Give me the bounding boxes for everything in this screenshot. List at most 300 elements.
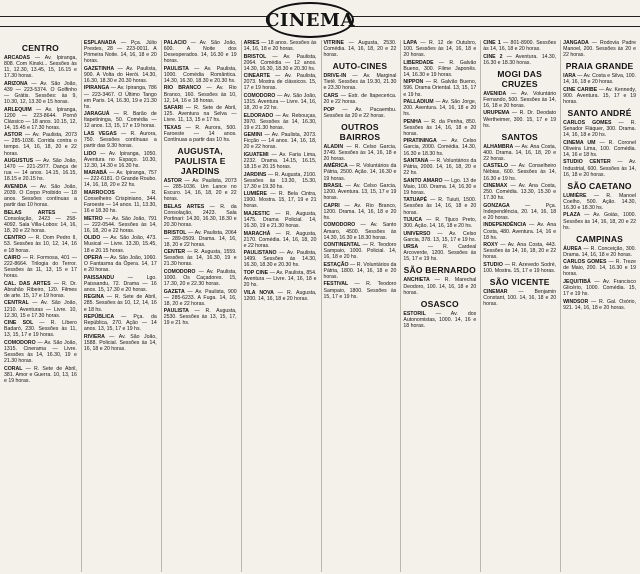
listing-details: — R. Barão de Itapetininga, 50. Comédia — 12 anos. 13, 15, 17 e 19 horas. bbox=[83, 111, 157, 130]
cinema-listing bbox=[483, 91, 556, 109]
cinema-name: ÁRIES bbox=[243, 40, 262, 46]
cinema-listing bbox=[244, 250, 317, 268]
listing-details: — Aventura. 14.30, 16.30 e 18.30 horas. bbox=[483, 53, 557, 66]
cinema-listing bbox=[244, 54, 317, 72]
cinema-listing bbox=[4, 210, 77, 234]
cinema-listing bbox=[164, 308, 237, 326]
listing-details: — Augusta, 2530. Comédia. 14, 16, 18, 20 e 22 horas. bbox=[323, 40, 397, 59]
listing-details: — Av. Santo Amaro, 4500. Sessões às 14.30, 16.30 e 18.30 horas. bbox=[323, 222, 397, 241]
listing-details: — Av. Ana Costa, 250. Comédia. 13.30, 15.30 e 17.30 hs. bbox=[483, 183, 557, 202]
cinema-listing bbox=[563, 73, 636, 85]
listing-details: — Av. Faria Lima, 2232. Drama. 14.15, 16.15, 18.15 e 20.15 horas. bbox=[243, 151, 317, 171]
cinema-listing bbox=[4, 81, 77, 105]
cinema-listing bbox=[164, 269, 237, 287]
listing-details: — R. Voluntários da Pátria, 1800. 14, 16, 18 e 20 horas. bbox=[323, 261, 397, 280]
listing-details: — Av. Paulista, 1000. Os Caçadores. 15, 17.30, 20 e 22.30 horas. bbox=[163, 268, 237, 288]
cinema-name: CASTELO bbox=[483, 163, 511, 170]
cinema-name: COMODORO bbox=[323, 222, 361, 229]
listing-details: — Av. Marginal Tietê. Sessões às 19.30, 21.30 e 23.30 horas. bbox=[323, 73, 397, 92]
listing-details: — R. Aurora, 500. Faroeste — 14 anos. Contínuas a partir das 10 hs. bbox=[163, 124, 237, 143]
cinema-listing bbox=[164, 85, 237, 103]
cinema-name: JEQUITIBÁ bbox=[563, 278, 595, 285]
cinema-name: CENTRO bbox=[4, 235, 29, 242]
cinema-name: ÁUREA bbox=[563, 245, 584, 252]
listing-details: — R. Senador Fláquer, 300. Drama. 14, 16, 18 e 20 hs. bbox=[563, 120, 636, 139]
cinema-listing bbox=[4, 132, 77, 156]
cinema-listing bbox=[324, 93, 397, 105]
cinema-name: PALLADIUM bbox=[403, 99, 436, 106]
listing-details: — Av. Goiás, 1000. Sessões às 14, 16, 18, 20 e 22 hs. bbox=[563, 212, 636, 231]
cinema-name: CINEMAR bbox=[483, 288, 519, 295]
cinema-listing bbox=[403, 217, 476, 229]
listing-details: — Av. Paulista, 2073 — 285-1036. Corrida contra o tempo. 14, 16, 18, 20 e 22 horas. bbox=[4, 132, 77, 157]
listing-details: — R. Azevedo Sodré, 100. Mostra. 15, 17 e 19 horas. bbox=[483, 261, 557, 274]
cinema-name: LAPA bbox=[403, 40, 421, 46]
listing-details: — R. Dr. Abrahão Ribeiro, 120. Filmes de arte. 15, 17 e 19 horas. bbox=[4, 280, 77, 299]
cinema-name: COMODORO bbox=[163, 268, 199, 275]
section-heading: SÃO BERNARDO bbox=[403, 265, 476, 276]
cinema-listing bbox=[4, 107, 77, 131]
cinema-name: JARDINS bbox=[243, 171, 269, 178]
cinema-listing bbox=[563, 193, 636, 211]
cinema-name: ESPLANADA bbox=[83, 40, 121, 46]
cinema-listing bbox=[84, 314, 157, 332]
cinema-name: ARCADAS bbox=[4, 55, 35, 61]
cinema-name: IGUATEMI bbox=[243, 151, 272, 158]
listing-details: — Av. Industrial, 600. Sessões às 14, 16, 18 e 20 horas. bbox=[563, 159, 636, 178]
cinema-listing bbox=[563, 120, 636, 138]
cinema-name: BRASIL bbox=[323, 183, 346, 190]
cinema-listing bbox=[244, 172, 317, 190]
cinema-name: SAFARI bbox=[163, 105, 186, 112]
cinema-name: PAULISTA bbox=[163, 65, 195, 72]
cinema-listing bbox=[324, 163, 397, 181]
listing-details: — R. Voluntários da Pátria, 2000. 14, 16, 18, 20 e 22 hs. bbox=[403, 158, 477, 177]
listing-column bbox=[161, 40, 239, 572]
cinema-name: ESTORIL bbox=[403, 310, 436, 317]
cinema-listing bbox=[244, 290, 317, 302]
listing-details: — Av. Ana Costa, 480. Aventura. 14, 16 e 18 hs. bbox=[483, 222, 557, 241]
listing-details: — Av. Voluntário Fernando, 500. Sessões às 14, 16, 18 e 20 horas. bbox=[483, 90, 557, 109]
cinema-listing bbox=[324, 107, 397, 119]
cinema-name: POP bbox=[323, 106, 343, 113]
cinema-name: RIVIERA bbox=[83, 333, 110, 340]
cinema-name: GEMINI bbox=[243, 132, 265, 139]
cinema-listing bbox=[563, 159, 636, 177]
listing-details: — Estr. de Itapecerica. 20 e 22 horas. bbox=[323, 92, 397, 106]
listing-details: — R. Dom Pedro II, 53. Sessões às 10, 12, 14, 16 e 18 horas. bbox=[4, 235, 77, 254]
cinema-name: CENTER bbox=[163, 249, 188, 256]
cinema-listing bbox=[84, 151, 157, 169]
cinema-listing bbox=[483, 222, 556, 240]
cinema-listing bbox=[244, 93, 317, 111]
listing-details: — R. Tijuco Preto, 300. Ação. 14, 16, 18 e 20 hs. bbox=[403, 217, 477, 230]
listing-details: — R. Cardeal Arcoverde, 1200. Sessões às 15, 17 e 19 hs. bbox=[403, 244, 477, 263]
listing-column bbox=[81, 40, 159, 572]
listings-columns bbox=[2, 40, 638, 572]
cinema-listing bbox=[403, 79, 476, 97]
listing-details: — R. Tuiuti, 1500. Sessões às 14, 16, 18 e 20 horas. bbox=[403, 197, 477, 216]
cinema-listing bbox=[84, 275, 157, 293]
cinema-name: PLAZA bbox=[563, 212, 585, 219]
section-heading: SÃO VICENTE bbox=[489, 276, 550, 287]
cinema-name: IARA bbox=[563, 73, 578, 80]
cinema-name: LIBERDADE bbox=[403, 59, 439, 66]
cinema-listing bbox=[4, 158, 77, 182]
cinema-name: NIPPON bbox=[403, 79, 426, 86]
cinema-name: CARLOS GOMES bbox=[563, 259, 609, 266]
listing-details: — Av. Ipiranga, 1200 — 223-8644. Pornô Clássico — 18 anos. 10.15, 12, 14, 15.45 e 17.30 horas. bbox=[4, 106, 77, 131]
cinema-name: CAPRI bbox=[323, 202, 345, 209]
cinema-listing bbox=[403, 99, 476, 117]
cinema-name: CENTRAL bbox=[4, 300, 33, 307]
listing-details: — Lgo. Paissandu, 72. Drama — 16 anos. 15, 17.30 e 20 horas. bbox=[83, 274, 157, 293]
cinema-name: ARLEQUIM bbox=[4, 106, 37, 113]
cinema-name: ASTOR bbox=[163, 178, 185, 185]
listing-details: — R. Teodoro Sampaio, 1800. Sessões às 15, 17 e 19 hs. bbox=[323, 281, 397, 300]
cinema-listing bbox=[244, 231, 317, 249]
cinema-listing bbox=[403, 158, 476, 176]
listing-details: — Av. Costa e Silva, 100. 14, 16, 18 e 20 horas. bbox=[563, 73, 636, 86]
listing-column bbox=[400, 40, 478, 572]
cinema-name: MARACHÁ bbox=[243, 230, 276, 237]
listing-details: — R. Formosa, 401 — 222-8664. Trilogia do Terror. Sessões às 11, 13, 15 e 17 horas. bbox=[4, 255, 77, 280]
listing-details: — R. Sete de Abril, 285. Sessões às 10, 12, 14, 16 e 18 hs. bbox=[83, 294, 157, 313]
cinema-listing bbox=[84, 40, 157, 64]
cinema-listing bbox=[84, 190, 157, 214]
cinema-listing bbox=[164, 230, 237, 248]
cinema-listing bbox=[483, 203, 556, 221]
cinema-listing bbox=[403, 119, 476, 137]
listing-details: — Av. Paulista, 1000. Comédia Romântica. 14.30, 16.30, 18.30 e 20.30 hs. bbox=[163, 65, 237, 84]
cinema-listing bbox=[4, 55, 77, 79]
cinema-name: CINEARTE bbox=[243, 73, 275, 80]
cinema-listing bbox=[324, 281, 397, 299]
cinema-listing bbox=[164, 40, 237, 64]
cinema-name: BELAS ARTES bbox=[163, 203, 210, 210]
cinema-listing bbox=[84, 235, 157, 253]
cinema-listing bbox=[324, 183, 397, 201]
listing-details: — Av. Paulista, 2064 — 289-0509. Drama. 14, 16, 18, 20 e 22 horas. bbox=[163, 229, 237, 248]
cinema-name: BELAS ARTES bbox=[4, 209, 72, 216]
cinema-listing bbox=[244, 132, 317, 150]
cinema-name: DRIVE-IN bbox=[323, 73, 353, 80]
listing-details: — Av. dos Autonomistas, 1000. 14, 16 e 18 horas. bbox=[403, 310, 477, 329]
cinema-listing bbox=[324, 262, 397, 280]
cinema-name: OLIDO bbox=[83, 235, 103, 242]
listing-column bbox=[480, 40, 558, 572]
listing-details: — R. Manoel Coelho, 500. Ação. 14.30, 16.30 e 18.30 hs. bbox=[563, 192, 636, 211]
cinema-name: URUPEMA bbox=[483, 110, 512, 117]
listing-details: — R. Augusta, 1475. Drama Policial. 14, 16.30, 19 e 21.30 horas. bbox=[243, 210, 317, 230]
listing-details: — Av. São João, 1315. Aventura — Livre. 14, 16, 18, 20 e 22 hs. bbox=[243, 92, 317, 112]
cinema-name: LIDO bbox=[83, 150, 101, 157]
cinema-listing bbox=[164, 204, 237, 228]
listing-details: — Av. Ipiranga, 808. Com Kinski... Sessões às 11, 12.30, 13.45, 15, 16.15 e 17.30 horas. bbox=[4, 55, 77, 80]
cinema-listing bbox=[84, 170, 157, 188]
listing-details: — R. Sete de Abril, 381. Amor e Guerra. 10, 13, 16 e 19 horas. bbox=[4, 365, 77, 384]
cinema-listing bbox=[324, 73, 397, 91]
cinema-listing bbox=[563, 246, 636, 258]
cinema-listing bbox=[164, 105, 237, 123]
section-heading: PRAIA GRANDE bbox=[565, 61, 634, 72]
cinema-name: TIJUCA bbox=[403, 217, 427, 224]
listing-details: — 18 anos. Sessões às 14, 16, 18 e 20 horas. bbox=[243, 40, 317, 53]
cinema-name: MARROCOS bbox=[83, 189, 131, 196]
listing-details: — Av. Ana Costa, 443. Sessões às 14, 16, 18, 20 e 22 horas. bbox=[483, 242, 557, 261]
cinema-name: ARIZONA bbox=[4, 80, 32, 87]
cinema-listing bbox=[244, 270, 317, 288]
cinema-name: PENHA bbox=[403, 118, 424, 125]
listing-details: — Av. São João, 600. A Noite dos Desesperados. 14, 16.30 e 19 horas. bbox=[163, 40, 237, 65]
cinema-name: FESTIVAL bbox=[323, 281, 355, 288]
cinema-name: GONZAGA bbox=[483, 202, 526, 209]
listing-details: — Av. Pacaembu. Sessões às 20 e 22 horas. bbox=[323, 106, 397, 119]
listing-details: — Av. Paulista, 900. A Volta do Herói. 14.30, 16.30, 18.30 e 20.30 horas. bbox=[83, 65, 157, 84]
listing-details: — R. Celso Garcia, 3749. Sessões às 14, 16, 18 e 20 horas. bbox=[323, 143, 397, 162]
cinema-listing bbox=[84, 111, 157, 129]
cinema-listing bbox=[244, 73, 317, 91]
cinema-name: CINE CARIBE bbox=[563, 86, 599, 93]
cinema-listing bbox=[4, 255, 77, 279]
cinema-name: CINE 2 bbox=[483, 53, 507, 60]
cinema-name: LUMIÈRE bbox=[243, 191, 271, 198]
listing-details: — R. Augusta, 2530. Sessões às 13, 15, 17, 19 e 21 hs. bbox=[163, 308, 237, 327]
cinema-listing bbox=[403, 231, 476, 243]
cinema-name: BRISTOL bbox=[243, 53, 273, 60]
cinema-listing bbox=[563, 212, 636, 230]
cinema-listing bbox=[84, 85, 157, 109]
section-heading: SANTOS bbox=[501, 131, 538, 142]
listing-details: — Av. São João, 1315. Cinerama — Livre. Sessões às 14, 16.30, 19 e 21.30 horas. bbox=[4, 339, 77, 365]
listing-details: — R. Galvão Bueno, 596. Drama Oriental. 13, 15, 17 e 19 hs. bbox=[403, 79, 477, 98]
cinema-name: RIO BRANCO bbox=[163, 85, 207, 92]
cinema-name: CONTINENTAL bbox=[323, 242, 363, 249]
cinema-name: WINDSOR bbox=[563, 298, 591, 305]
cinema-listing bbox=[563, 87, 636, 105]
listing-details: — R. da Consolação, 2423. Sala Portinari: 14.30, 16.30, 18.30 e 20.30 horas. bbox=[163, 203, 237, 229]
cinema-name: ROXY bbox=[483, 242, 501, 249]
cinema-name: CAL. DAS ARTES bbox=[4, 280, 54, 287]
cinema-listing bbox=[4, 340, 77, 364]
section-heading: SANTO ANDRÉ bbox=[567, 108, 632, 119]
cinema-name: ALHAMBRA bbox=[483, 143, 515, 150]
cinema-name: REPÚBLICA bbox=[83, 314, 122, 321]
listing-details: — Av. São João, 1470 — 221-2977. Dança de rua — 14 anos. 14.15, 16.15, 18.15 e 20.15 hs. bbox=[4, 158, 77, 183]
cinema-listing bbox=[244, 152, 317, 170]
section-heading: AUTO-CINES bbox=[332, 61, 388, 72]
listing-details: — R. Dr. Deodato Wertheimer, 300. 15, 17 e 19 hs. bbox=[483, 110, 557, 129]
cinema-name: PAULISTA bbox=[163, 308, 195, 315]
cinema-name: REGINA bbox=[83, 294, 107, 301]
cinema-name: JANGADA bbox=[563, 40, 592, 46]
cinema-listing bbox=[324, 40, 397, 58]
cinema-name: SANTANA bbox=[403, 158, 430, 165]
cinema-listing bbox=[483, 110, 556, 128]
cinema-name: AMÉRICA bbox=[323, 163, 350, 170]
cinema-listing bbox=[164, 125, 237, 143]
cinema-listing bbox=[563, 259, 636, 277]
cinema-logo: CINEMA bbox=[266, 2, 354, 38]
cinema-name: CARLOS GOMES bbox=[563, 120, 619, 127]
cinema-name: URSA bbox=[403, 244, 428, 251]
listing-details: — Av. Paulista, 854. Aventura — Livre. 14, 16, 18 e 20 hs. bbox=[243, 269, 317, 289]
listing-details: — Pça. da República, 270. Ação — 14 anos. 13, 15, 17 e 19 hs. bbox=[83, 314, 157, 333]
cinema-listing bbox=[244, 211, 317, 229]
cinema-listing bbox=[483, 289, 556, 307]
cinema-listing bbox=[324, 144, 397, 162]
listing-details: — R. Augusta, 1200. 14, 16, 18 e 20 horas. bbox=[243, 289, 317, 302]
cinema-listing bbox=[164, 178, 237, 202]
cinema-listing bbox=[403, 138, 476, 156]
cinema-listing bbox=[563, 299, 636, 311]
section-banner bbox=[0, 0, 640, 40]
cinema-listing bbox=[4, 366, 77, 384]
cinema-name: PALÁCIO bbox=[163, 40, 191, 46]
section-heading: AUGUSTA, PAULISTA E JARDINS bbox=[174, 146, 226, 177]
cinema-name: OPERA bbox=[83, 255, 104, 261]
cinema-listing bbox=[403, 311, 476, 329]
listing-details: — Lgo. 13 de Maio, 100. Drama. 14, 16.30 e 19 horas. bbox=[403, 177, 477, 196]
cinema-listing bbox=[324, 203, 397, 221]
cinema-listing bbox=[84, 294, 157, 312]
listing-details: — Benjamin Constant, 100. 14, 16, 18 e 20 horas. bbox=[483, 288, 557, 308]
listing-details: — R. Bela Cintra, 1900. Mostra. 15, 17, 19 e 21 horas. bbox=[243, 191, 317, 210]
listing-details: — Consolação, 2423 — 258-4092. Sala Villa-Lobos: 14, 16, 18, 20 e 22 horas. bbox=[4, 209, 77, 234]
listing-details: — Av. Ipiranga, 1050. Aventura no Espaço. 10.30, 12.30, 14.30 e 16.30 hs. bbox=[83, 150, 157, 169]
cinema-name: VITRINE bbox=[323, 40, 349, 46]
listing-details: — R. Augusta, 2100. Sessões às 13.30, 15.30, 17.30 e 19.30 hs. bbox=[243, 171, 317, 190]
listing-column bbox=[321, 40, 399, 572]
listing-details: — R. Galvão Bueno, 300. Filme Japonês. 14, 16.30 e 19 horas. bbox=[403, 59, 477, 78]
listing-details: — Av. Paulista, 2073. Ficção — 14 anos. 14, 16, 18, 20 e 22 horas. bbox=[243, 132, 317, 151]
listing-details: — Av. Celso Garcia, 378. 13, 15, 17 e 19 hs. bbox=[403, 230, 477, 243]
listing-details: — Av. São João, 473. Musical — Livre. 13.30, 15.45, 18 e 20.15 horas. bbox=[83, 235, 157, 254]
listing-details: — Av. São João, 439 — 223-5374. O Golfinho — Grátis. Sessões: às 9, 10.30, 12, 13.30 e 15 horas. bbox=[4, 80, 77, 106]
cinema-listing bbox=[483, 54, 556, 66]
cinema-listing bbox=[324, 242, 397, 260]
cinema-listing bbox=[403, 197, 476, 215]
listing-details: — Av. Conselheiro Nébias, 600. Sessões às 14, 16.30 e 19 hs. bbox=[483, 163, 557, 182]
cinema-name: ESTAÇÃO bbox=[323, 261, 350, 268]
cinema-name: CINE 1 bbox=[483, 40, 504, 46]
cinema-listing bbox=[164, 66, 237, 84]
listing-details: — R. da Penha, 850. Sessões às 14, 16, 18 e 20 horas. bbox=[403, 118, 477, 137]
cinema-name: AVENIDA bbox=[4, 183, 31, 190]
cinema-name: CINE SOL bbox=[4, 320, 40, 327]
cinema-name: METRO bbox=[83, 215, 105, 222]
listing-details: — Av. Celso Garcia, 1200. Aventura. 13, 15, 17 e 19 horas. bbox=[323, 183, 397, 202]
cinema-name: COMODORO bbox=[4, 339, 38, 346]
listing-details: — Av. São João, 1588. Policial. Sessões às 14, 16, 18 e 20 horas. bbox=[83, 333, 157, 352]
cinema-name: PAISSANDU bbox=[83, 274, 128, 281]
cinema-name: LUMIÈRE bbox=[563, 192, 594, 199]
listing-details: — R. Conceição, 300. Drama. 14, 16, 18 e 20 horas. bbox=[563, 245, 637, 258]
cinema-listing bbox=[324, 222, 397, 240]
listing-details: — R. Teodoro Sampaio, 1000. Policial. 14, 16, 18 e 20 hs. bbox=[323, 242, 397, 261]
listing-column bbox=[241, 40, 319, 572]
listing-details: — R. Líbero Badaró, 230. Sessões às 11, 13, 15, 17 e 19 horas. bbox=[4, 320, 77, 339]
cinema-name: ANCHIETA bbox=[403, 277, 435, 284]
cinema-name: JARAGUÁ bbox=[83, 111, 114, 118]
cinema-name: BRISTOL bbox=[163, 229, 189, 236]
cinema-listing bbox=[403, 60, 476, 78]
listing-details: — Av. São João, 2039. O Corpo Proibido — 18 anos. Sessões contínuas a partir das 10 horas. bbox=[4, 183, 77, 209]
cinema-name: GAZETA bbox=[163, 288, 188, 295]
section-heading: MOGI DAS CRUZES bbox=[497, 68, 542, 89]
cinema-name: GAZETINHA bbox=[83, 65, 118, 72]
listing-details: — Av. Paulista, 2073 — 285-1036. Um Lance no Escuro. 14, 16, 18, 20 e 22 horas. bbox=[163, 178, 237, 203]
cinema-listing bbox=[244, 40, 317, 52]
cinema-name: IPIRANGA bbox=[83, 85, 111, 92]
section-heading: OSASCO bbox=[420, 298, 459, 309]
listing-details: — Av. São Jorge, 200. Aventura. 14, 16, 18 e 20 hs. bbox=[403, 99, 477, 118]
listing-details: — R. Augusta, 1559. Sessões às 14, 16.30, 19 e 21.30 horas. bbox=[163, 249, 237, 268]
cinema-listing bbox=[164, 289, 237, 307]
cinema-listing bbox=[84, 66, 157, 84]
cinema-listing bbox=[244, 191, 317, 209]
cinema-listing bbox=[403, 277, 476, 295]
cinema-listing bbox=[84, 131, 157, 149]
cinema-listing bbox=[483, 242, 556, 260]
listing-details: — R. Conselheiro Crispiniano, 344. Faroeste — 14 anos. 11, 13.30, 16 e 18.30 hs. bbox=[83, 189, 157, 215]
cinema-listing bbox=[244, 113, 317, 131]
listing-details: — R. Aurora, 750. Sessões contínuas a partir das 9.30 horas. bbox=[83, 130, 157, 150]
listing-details: — Av. Kennedy, 900. Aventura. 15, 17 e 19 horas. bbox=[563, 86, 636, 106]
cinema-name: CAIRO bbox=[4, 255, 23, 262]
listing-details: — Av. Paulista, 2073. Mostra de clássicos. 15, 17 e 19 horas. bbox=[243, 73, 317, 92]
cinema-name: CARS bbox=[323, 92, 341, 99]
listing-details: — Av. São João, 1210. Aventuras — Livre. 10, 12.30, 15 e 17.30 horas. bbox=[4, 300, 77, 319]
listing-details: — Pça. Júlio Prestes, 28 — 223-0011. A Primeira Noite. 14, 16, 18 e 20 horas. bbox=[83, 40, 157, 65]
listing-details: — Av. São João, 1060. O Fantasma da Ópera. 14, 17 e 20 horas. bbox=[83, 255, 157, 274]
cinema-name: TOP CINE bbox=[243, 269, 270, 276]
cinema-name: PAULISTANO bbox=[243, 250, 280, 257]
listing-details: — R. Sete de Abril, 125. Aventura na Selva — Livre. 11, 13, 15 e 17 hs. bbox=[163, 105, 237, 124]
listing-details: — R. Voluntários da Pátria, 2500. Ação. 14, 16.30 e 19 horas. bbox=[323, 163, 397, 182]
cinema-name: STUDIO bbox=[483, 261, 505, 268]
listing-details: — Av. Rio Branco, 1200. Drama. 14, 16, 18 e 20 hs. bbox=[323, 202, 397, 221]
listing-details: — Av. Paulista, 2064. Comédia — 12 anos. 14.30, 16.30, 18.30 e 20.30 hs. bbox=[243, 53, 317, 72]
cinema-listing bbox=[563, 40, 636, 58]
cinema-name: SANTO AMARO bbox=[403, 177, 445, 184]
cinema-name: STUDIO CENTER bbox=[563, 159, 618, 166]
cinema-name: ALADIN bbox=[323, 143, 347, 150]
listing-details: — Av. Celso Garcia, 2000. Comédia. 14.30, 16.30 e 18.30 hs. bbox=[403, 138, 477, 157]
listing-details: — 801-8900. Sessões às 14, 16, 18 e 20 horas. bbox=[483, 40, 557, 53]
cinema-name: ELDORADO bbox=[243, 112, 276, 119]
cinema-listing bbox=[563, 279, 636, 297]
cinema-listing bbox=[4, 235, 77, 253]
cinema-name: CINEMAX bbox=[483, 183, 511, 190]
cinema-name: MARABÁ bbox=[83, 170, 110, 177]
cinema-listing bbox=[164, 249, 237, 267]
listing-details: — Av. Rio Branco, 160. Sessões às 10, 12, 14, 16 e 18 horas. bbox=[163, 85, 237, 104]
cinema-name: AVENIDA bbox=[483, 90, 512, 97]
cinema-listing bbox=[403, 40, 476, 58]
cinema-listing bbox=[84, 216, 157, 234]
listing-details: — Av. Paulista, 900 — 285-6233. A Fuga. 14, 16, 18, 20 e 22 horas. bbox=[163, 288, 237, 307]
cinema-listing bbox=[84, 255, 157, 273]
cinema-listing bbox=[563, 140, 636, 158]
listing-details: — Pça. Independência, 20. 14, 16, 18 e 20 horas. bbox=[483, 202, 557, 221]
cinema-listing bbox=[483, 144, 556, 162]
listing-details: — Av. São João, 791 — 222-0544. Sessões às 14, 16, 18, 20 e 22 horas. bbox=[83, 215, 157, 234]
cinema-name: INDEPENDÊNCIA bbox=[483, 222, 530, 229]
cinema-name: TEXAS bbox=[163, 124, 186, 131]
cinema-name: ASTOR bbox=[4, 132, 25, 139]
listing-details: — Av. Ipiranga, 786 — 223-3467. O Último Tango em Paris. 14, 16.30, 19 e 21.30 hs. bbox=[83, 85, 157, 110]
